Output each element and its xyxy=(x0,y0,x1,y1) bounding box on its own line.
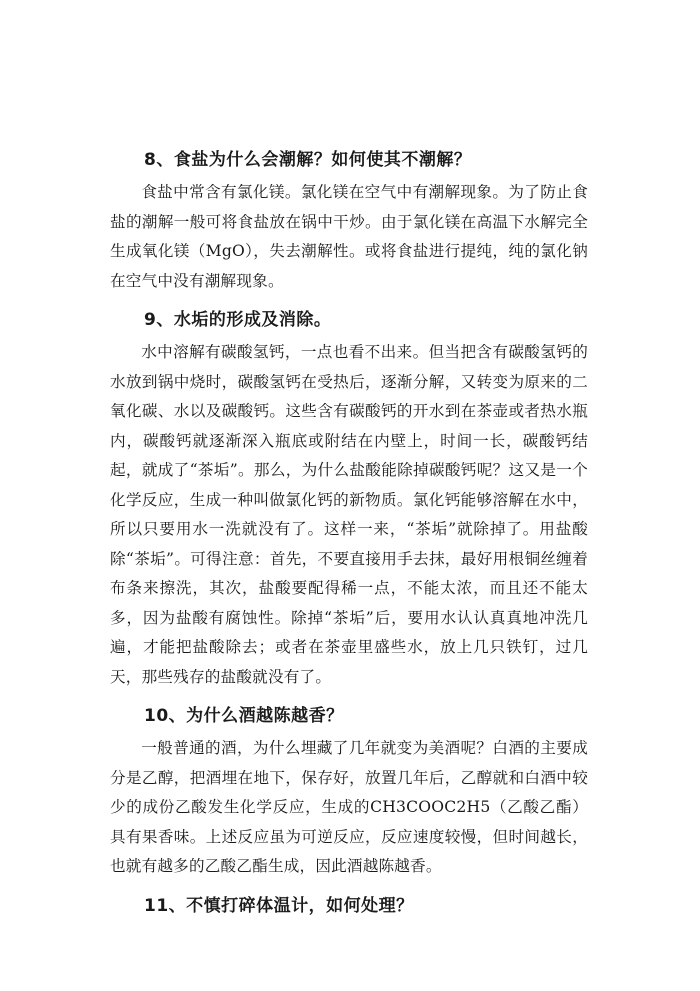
document-page xyxy=(110,146,588,924)
section-heading: 10、为什么酒越陈越香？ xyxy=(144,706,344,726)
section-9 xyxy=(110,306,588,692)
section-11 xyxy=(110,892,588,920)
section-10 xyxy=(110,702,588,882)
section-heading: 9、水垢的形成及消除。 xyxy=(144,310,332,330)
section-paragraph: 水中溶解有碳酸氢钙，一点也看不出来。但当把含有碳酸氢钙的水放到锅中烧时，碳酸氢钙在受热后，逐渐分解，又转变为原来的二氧化碳、水以及碳酸钙。这些含有碳酸钙的开水到在茶壶或者热水瓶内，碳酸钙就逐渐深入瓶底或附结在内壁上，时间一长，碳酸钙结起，就成了“茶垢”。那么，为什么盐酸能除掉碳酸钙呢？这又是一个化学反应，生成一种叫做氯化钙的新物质。氯化钙能够溶解在水中，所以只要用水一洗就没有了。这样一来，“茶垢”就除掉了。用盐酸除“茶垢”。可得注意：首先，不要直接用手去抹，最好用根铜丝缠着布条来擦洗，其次，盐酸要配得稀一点，不能太浓，而且还不能太多，因为盐酸有腐蚀性。除掉“茶垢”后，要用水认认真真地冲洗几遍，才能把盐酸除去；或者在茶壶里盛些水，放上几只铁钉，过几天，那些残存的盐酸就没有了。 xyxy=(110,343,588,686)
section-heading: 11、不慎打碎体温计，如何处理？ xyxy=(144,895,414,916)
section-paragraph: 一般普通的酒，为什么埋藏了几年就变为美酒呢？白酒的主要成分是乙醇，把酒埋在地下，保存好，放置几年后，乙醇就和白酒中较少的成份乙酸发生化学反应，生成的CH3COOC2H5（乙酸乙酯）具有果香味。上述反应虽为可逆反应，反应速度较慢，但时间越长，也就有越多的乙酸乙酯生成，因此酒越陈越香。 xyxy=(110,739,588,875)
section-paragraph: 食盐中常含有氯化镁。氯化镁在空气中有潮解现象。为了防止食盐的潮解一般可将食盐放在锅中干炒。由于氯化镁在高温下水解完全生成氧化镁（MgO），失去潮解性。或将食盐进行提纯，纯的氯化钠在空气中没有潮解现象。 xyxy=(110,183,588,290)
section-8 xyxy=(110,146,588,296)
section-heading: 8、食盐为什么会潮解？如何使其不潮解？ xyxy=(144,150,472,170)
